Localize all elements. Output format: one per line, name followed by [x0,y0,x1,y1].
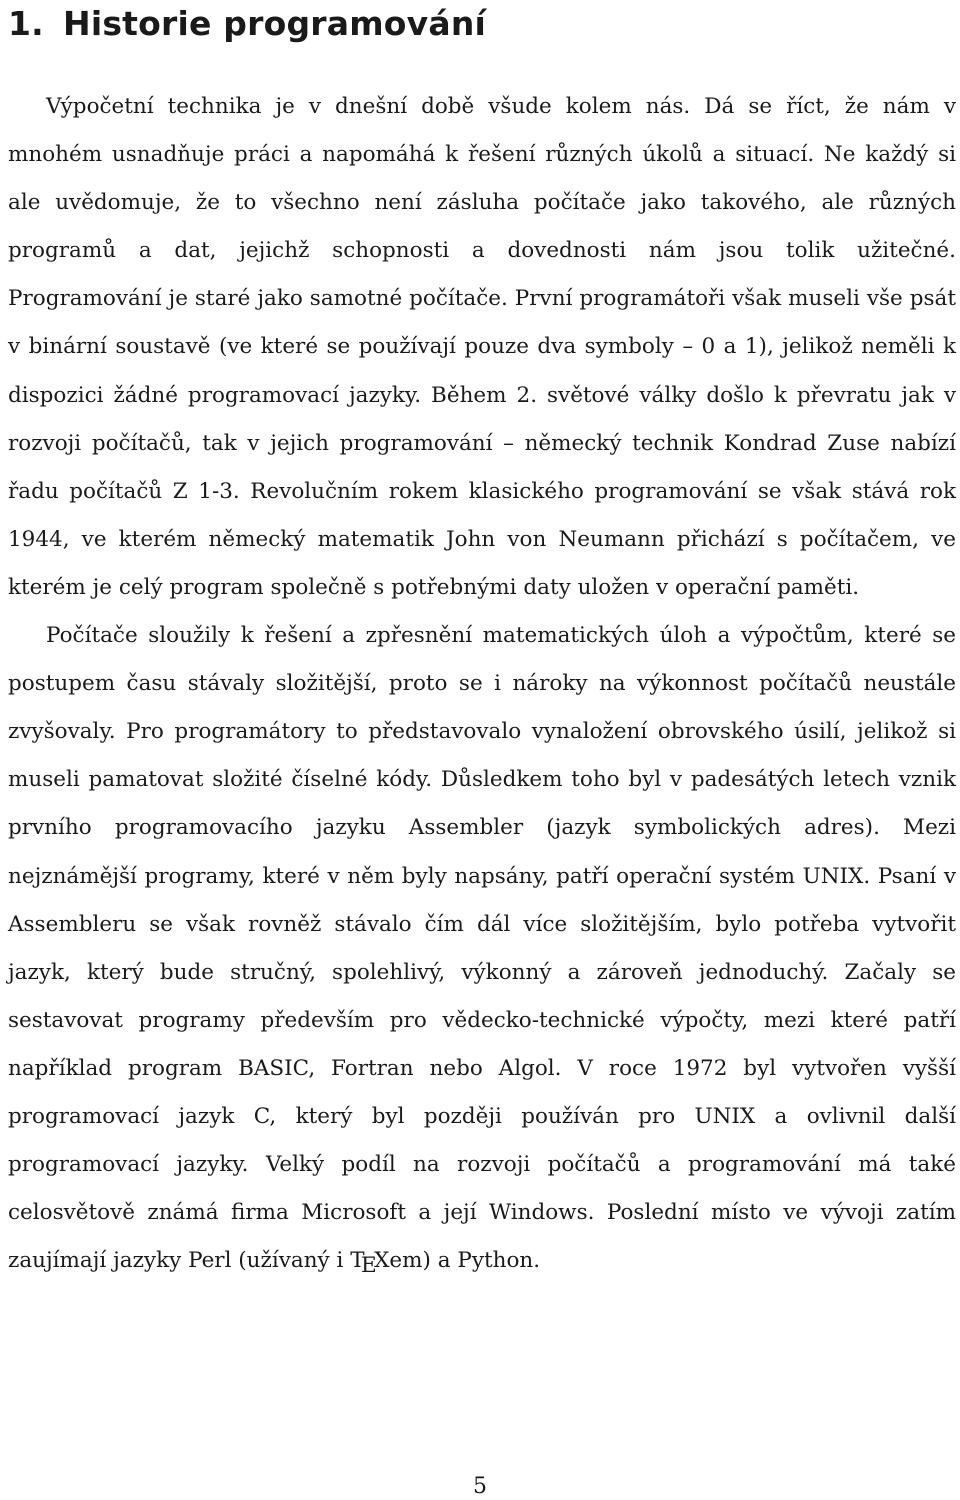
paragraph-text-end: em) a Python. [389,1248,541,1274]
tex-logo [350,1248,390,1278]
document-page [8,0,956,1285]
paragraph [8,612,956,1285]
paragraph: Výpočetní technika je v dnešní době všude kolem nás. Dá se říct, že nám v mnohém usnadňuje práci a napomáhá k řešení různých úkolů a situací. Ne každý si ale uvědomuje, že to všechno není zásluha počítače jako takového, ale různých programů a dat, jejichž schopnosti a dovednosti nám jsou tolik užitečné. Programování je staré jako samotné počítače. První programátoři však museli vše psát v binární soustavě (ve které se používají pouze dva symboly – 0 a 1), jelikož neměli k dispozici žádné programovací jazyky. Během 2. světové války došlo k převratu jak v rozvoji počítačů, tak v jejich programování – německý technik Kondrad Zuse nabízí řadu počítačů Z 1-3. Revolučním rokem klasického programování se však stává rok 1944, ve kterém německý matematik John von Neumann přichází s počítačem, ve kterém je celý program společně s potřebnými daty uložen v operační paměti. [8,94,956,600]
chapter-heading [8,0,956,44]
paragraph-text: Počítače sloužily k řešení a zpřesnění matematických úloh a výpočtům, které se postupem času stávaly složitější, proto se i nároky na výkonnost počítačů neustále zvyšovaly. Pro programátory to představovalo vynaložení obrovského úsilí, jelikož si museli pamatovat složité číselné kódy. Důsledkem toho byl v padesátých letech vznik prvního programovacího jazyku Assembler (jazyk symbolických adres). Mezi nejznámější programy, které v něm byly napsány, patří operační systém UNIX. Psaní v Assembleru se však rovněž stávalo čím dál více složitějším, bylo potřeba vytvořit jazyk, který bude stručný, spolehlivý, výkonný a zároveň jednoduchý. Začaly se sestavovat programy především pro vědecko-technické výpočty, mezi které patří například program BASIC, Fortran nebo Algol. V roce 1972 byl vytvořen vyšší programovací jazyk C, který byl později používán pro UNIX a ovlivnil další programovací jazyky. Velký podíl na rozvoji počítačů a programování má také celosvětově známá firma Microsoft a její Windows. Poslední místo ve vývoji zatím zaujímají jazyky Perl (užívaný i [8,623,956,1274]
tex-logo-x: X [374,1248,390,1274]
chapter-body [8,83,956,1285]
chapter-number: 1. [8,4,44,43]
tex-logo-t: T [350,1248,365,1274]
chapter-title: Historie programování [63,4,487,43]
page-number: 5 [473,1474,487,1499]
tex-logo-e: E [360,1252,377,1278]
